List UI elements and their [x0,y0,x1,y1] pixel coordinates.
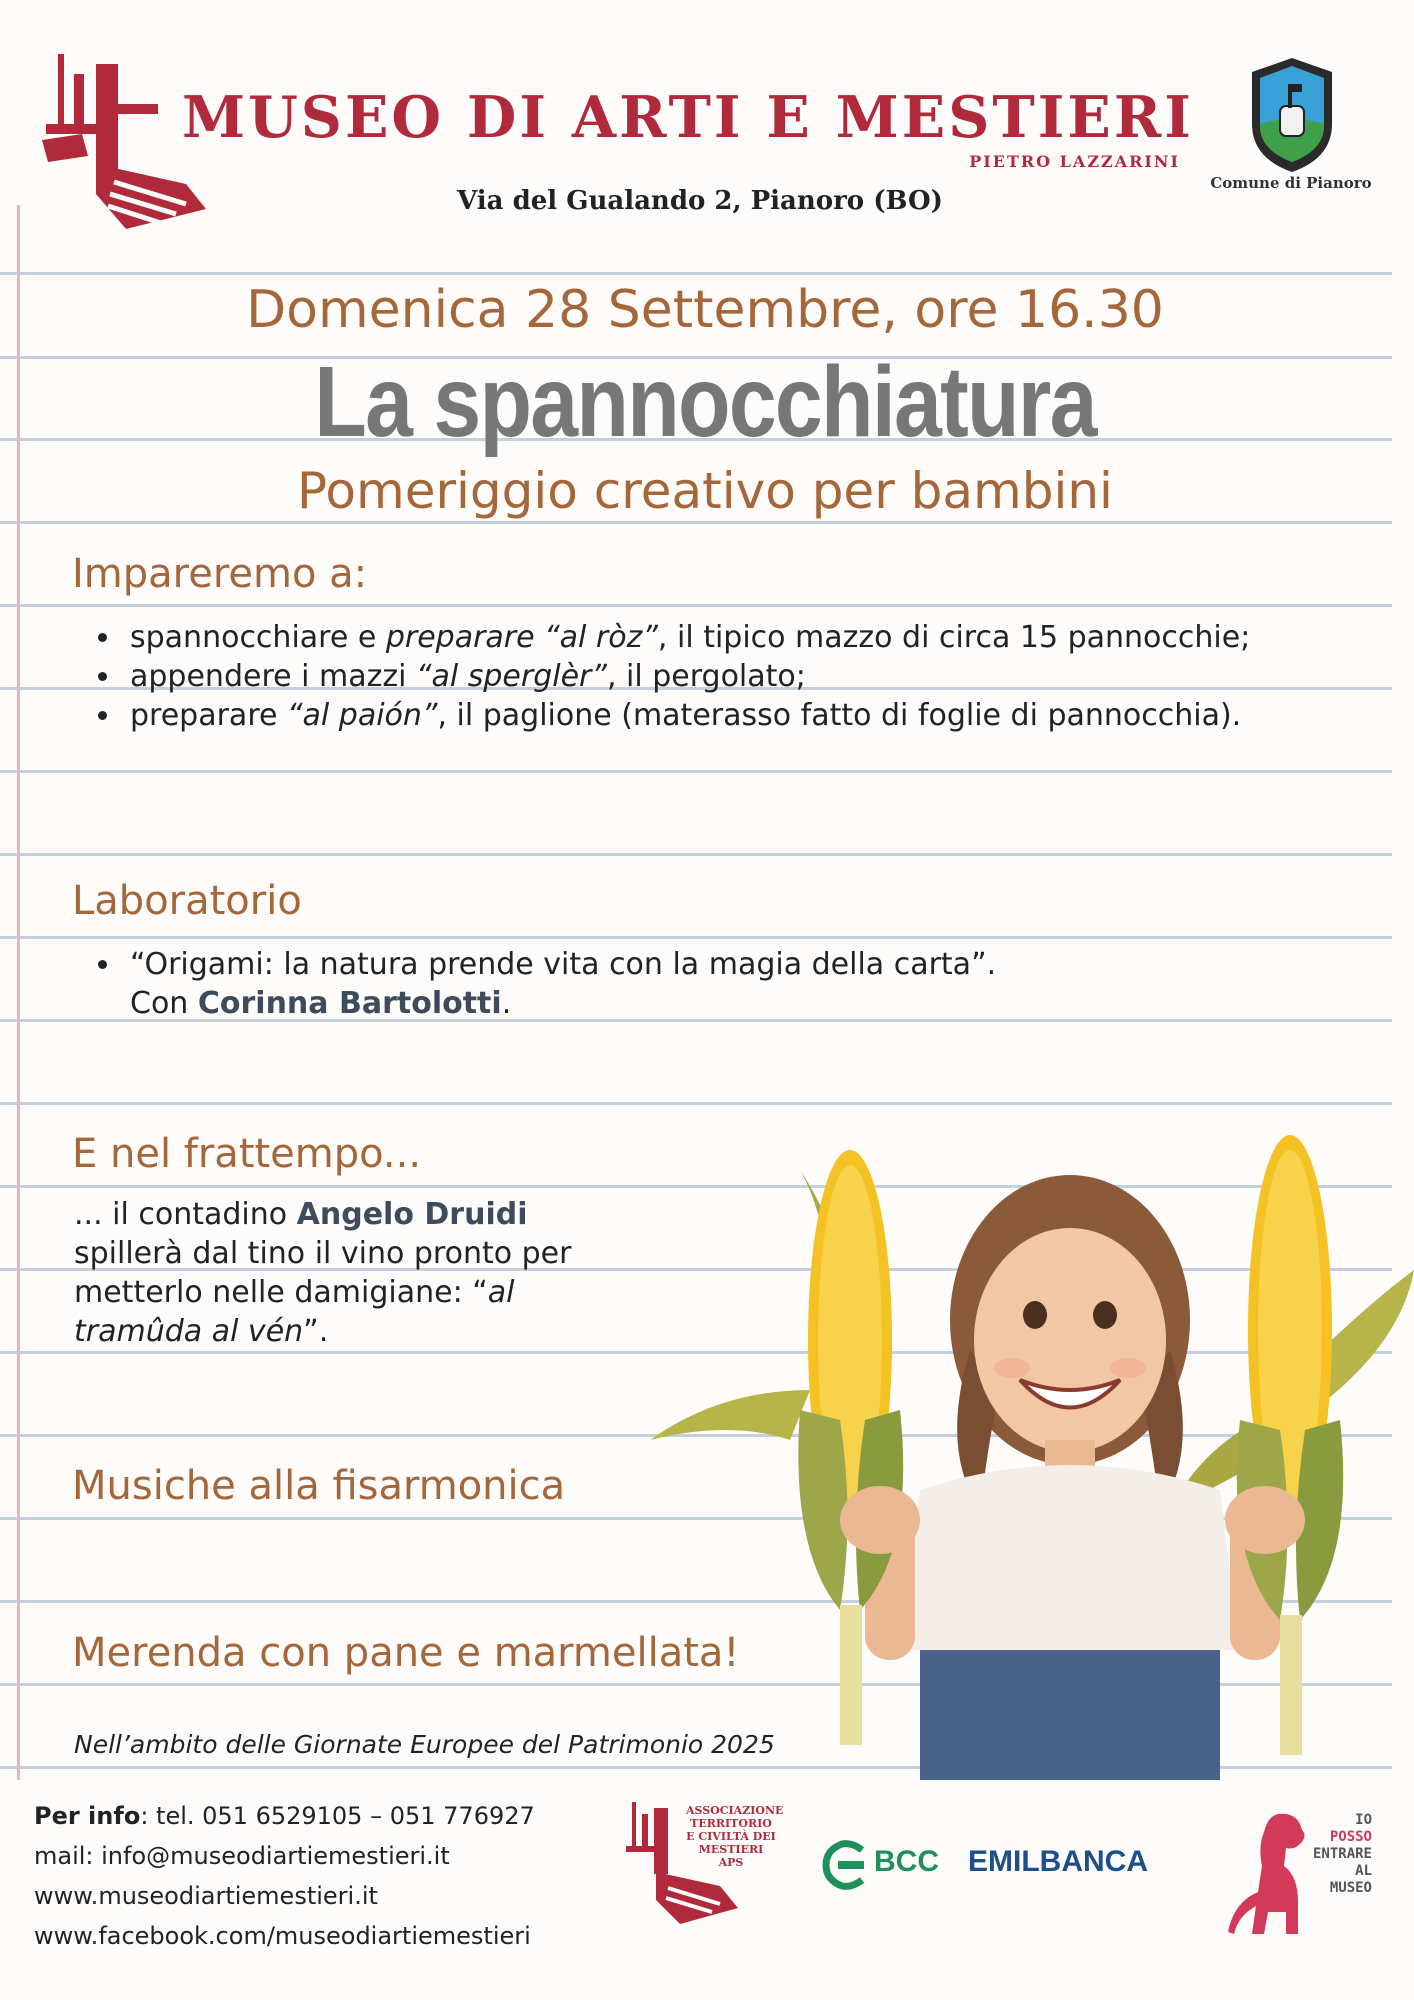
contact-website[interactable]: www.museodiartiemestieri.it [34,1882,378,1910]
learn-heading: Impareremo a: [72,551,368,597]
lab-list [78,945,1278,1023]
comune-crest-icon [1244,54,1340,176]
contact-mail[interactable]: mail: info@museodiartiemestieri.it [34,1842,450,1870]
emilbanca-text: EMILBANCA [968,1845,1148,1878]
girl-with-corn-illustration [640,1090,1414,1780]
farmer-name: Angelo Druidi [296,1197,528,1232]
lab-teacher-name: Corinna Bartolotti [197,986,502,1021]
io-posso-entrare-text: IO POSSO ENTRARE AL MUSEO [1312,1812,1372,1896]
learn-list [78,618,1278,735]
rule-line [0,604,1392,607]
rule-line [0,936,1392,939]
ambito-note: Nell’ambito delle Giornate Europee del Patrimonio 2025 [74,1730,775,1759]
museum-subtitle: PIETRO LAZZARINI [969,152,1180,171]
rule-line [0,853,1392,856]
association-name: ASSOCIAZIONE TERRITORIO E CIVILTÀ DEI MESTIERI APS [686,1804,784,1869]
margin-line [17,205,20,1780]
museum-name: MUSEO DI ARTI E MESTIERI [182,84,1194,151]
list-item: spannocchiare e preparare “al ròz”, il tipico mazzo di circa 15 pannocchie; [78,618,1278,657]
event-subtitle: Pomeriggio creativo per bambini [297,462,1113,520]
bcc-text: BCC [874,1845,939,1878]
event-date: Domenica 28 Settembre, ore 16.30 [246,280,1164,340]
contact-info [34,1796,535,1956]
snack-heading: Merenda con pane e marmellata! [72,1630,740,1676]
comune-label: Comune di Pianoro [1210,174,1372,192]
contact-facebook[interactable]: www.facebook.com/museodiartiemestieri [34,1922,531,1950]
list-item: “Origami: la natura prende vita con la magia della carta”. Con Corinna Bartolotti. [78,945,1278,1023]
meantime-heading: E nel frattempo... [72,1131,422,1177]
list-item: appendere i mazzi “al sperglèr”, il pergolato; [78,657,1278,696]
event-title: La spannocchiatura [314,346,1096,458]
meantime-text: ... il contadino Angelo Druidi spillerà dal tino il vino pronto per metterlo nelle damigiane: “al tramûda al vén”. [74,1197,572,1349]
contact-phone: Per info: tel. 051 6529105 – 051 776927 [34,1802,535,1830]
rule-line [0,272,1392,275]
music-heading: Musiche alla fisarmonica [72,1463,566,1509]
museum-address: Via del Gualando 2, Pianoro (BO) [457,186,943,216]
rule-line [0,521,1392,524]
list-item: preparare “al paión”, il paglione (materasso fatto di foglie di pannocchia). [78,696,1278,735]
bcc-mark-icon [822,1840,868,1890]
rule-line [0,770,1392,773]
lab-heading: Laboratorio [72,878,302,924]
